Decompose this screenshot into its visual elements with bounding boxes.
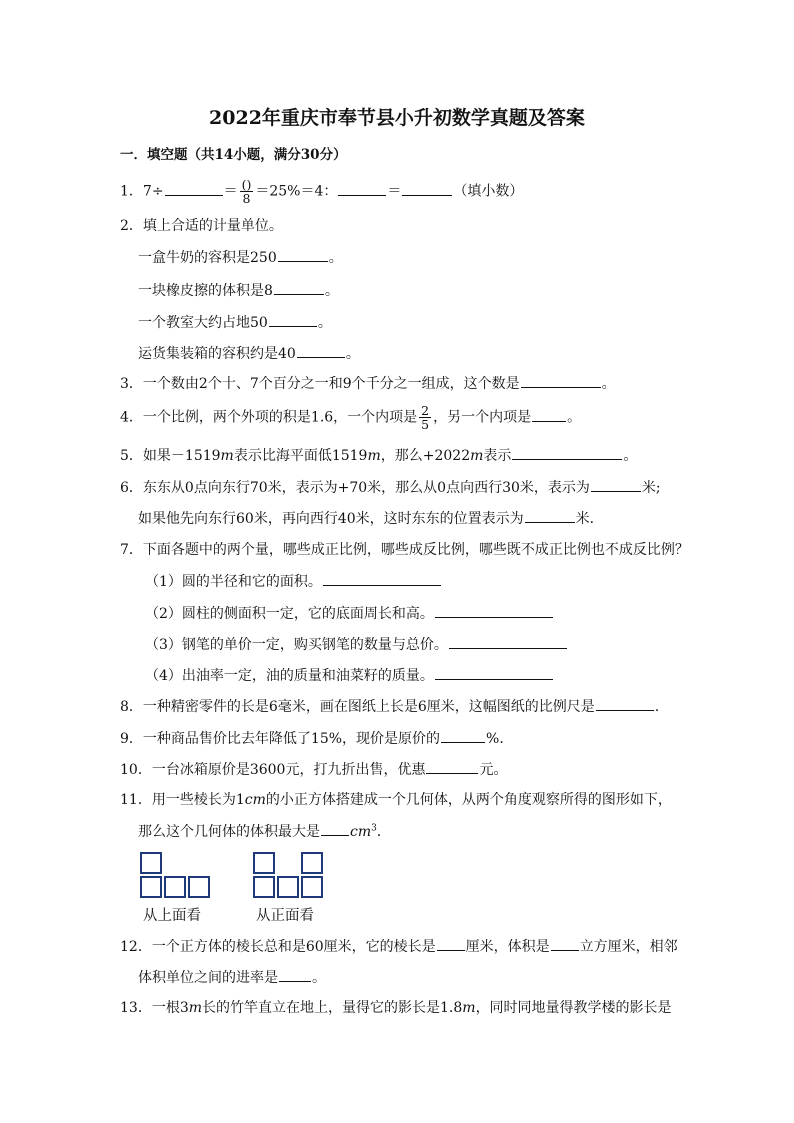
fraction-numerator: () (241, 177, 252, 192)
q12-text-a: 12．一个正方体的棱长总和是60厘米，它的棱长是 (120, 939, 436, 955)
fraction (240, 178, 254, 205)
question-5 (120, 446, 637, 465)
question-9 (120, 729, 513, 748)
answer-blank[interactable] (323, 572, 441, 586)
q11-text-b: 的小正方体搭建成一个几何体，从两个角度观察所得的图形如下， (265, 792, 672, 808)
answer-blank[interactable] (591, 478, 641, 492)
fraction (419, 404, 431, 431)
q5-text-c: ，那么+2022 (380, 448, 471, 464)
answer-blank[interactable] (426, 760, 478, 774)
q10-end: 元。 (479, 762, 508, 778)
q2-line-text: 一个教室大约占地50 (138, 315, 268, 331)
q7-item-text: （3）钢笔的单价一定，购买钢笔的数量与总价。 (145, 637, 448, 653)
question-10 (120, 760, 507, 779)
q1-text-c: ＝25%＝4： (255, 183, 338, 200)
answer-blank[interactable] (532, 408, 566, 422)
answer-blank[interactable] (435, 666, 553, 680)
unit-m: m (220, 448, 234, 464)
answer-blank[interactable] (512, 446, 622, 460)
q6-a-end: 米; (641, 480, 661, 496)
answer-blank[interactable] (525, 509, 575, 523)
q1-number: 1． (120, 183, 143, 200)
q12-text-c: 立方厘米，相邻 (579, 939, 678, 955)
q1-text-d: ＝ (387, 183, 402, 200)
q5-text-a: 5．如果－1519 (120, 448, 221, 464)
question-2-line (138, 344, 360, 363)
fraction-denominator: 8 (242, 191, 251, 206)
question-12-line1 (120, 937, 678, 956)
q8-text: 8．一种精密零件的长是6毫米，画在图纸上长是6厘米，这幅图纸的比例尺是 (120, 699, 595, 715)
q10-text: 10．一台冰箱原价是3600元，打九折出售，优惠 (120, 762, 426, 778)
question-2-stem: 2．填上合适的计量单位。 (120, 218, 283, 234)
question-6-line1 (120, 478, 661, 497)
answer-blank[interactable] (297, 344, 345, 358)
question-7-item (145, 666, 554, 685)
question-7-stem: 7．下面各题中的两个量，哪些成正比例，哪些成反比例，哪些既不成正比例也不成反比例？ (120, 542, 689, 558)
q3-text: 3．一个数由2个十、7个百分之一和9个千分之一组成，这个数是 (120, 376, 520, 392)
q5-text-d: 表示 (483, 448, 512, 464)
front-view-caption: 从正面看 (256, 908, 314, 924)
question-8 (120, 697, 659, 716)
grid-cell (140, 852, 162, 874)
q12-end: 。 (312, 970, 326, 986)
q2-line-text: 一块橡皮擦的体积是8 (138, 283, 273, 299)
question-2-line (138, 313, 332, 332)
q9-text: 9．一种商品售价比去年降低了15%，现价是原价的 (120, 731, 441, 747)
answer-blank[interactable] (269, 313, 317, 327)
q12-text-b: 厘米，体积是 (465, 939, 550, 955)
answer-blank[interactable] (165, 182, 223, 196)
q3-end: 。 (601, 376, 616, 392)
answer-blank[interactable] (437, 937, 465, 951)
grid-cell (140, 876, 162, 898)
front-view-figure (253, 852, 329, 904)
q11-text-c: 那么这个几何体的体积最大是 (138, 824, 320, 840)
answer-blank[interactable] (278, 248, 328, 262)
q5-end: 。 (623, 448, 638, 464)
q7-item-text: （1）圆的半径和它的面积。 (145, 574, 322, 590)
answer-blank[interactable] (402, 182, 452, 196)
question-13 (120, 999, 672, 1017)
unit-exponent: 3 (371, 823, 377, 834)
unit-m: m (462, 1000, 476, 1016)
q1-text-e: （填小数） (453, 183, 524, 200)
q7-item-text: （2）圆柱的侧面积一定，它的底面周长和高。 (145, 606, 434, 622)
answer-blank[interactable] (279, 968, 311, 982)
q6-b-end: 米． (575, 511, 604, 527)
answer-blank[interactable] (321, 822, 349, 836)
q13-text-c: ，同时同地量得教学楼的影长是 (475, 1000, 672, 1016)
grid-cell (253, 852, 275, 874)
answer-blank[interactable] (441, 729, 485, 743)
q7-item-text: （4）出油率一定，油的质量和油菜籽的质量。 (145, 668, 434, 684)
q1-text-b: ＝ (223, 183, 238, 200)
q2-line-text: 一盒牛奶的容积是250 (138, 250, 277, 266)
unit-m: m (367, 448, 381, 464)
grid-cell (301, 876, 323, 898)
q4-text-a: 4．一个比例，两个外项的积是1.6，一个内项是 (120, 409, 418, 426)
q1-text-a: 7÷ (142, 183, 164, 200)
q4-end: 。 (567, 409, 582, 426)
grid-cell (164, 876, 186, 898)
top-view-figure (140, 852, 216, 904)
q11-end: ． (376, 824, 391, 840)
unit-cm: cm (350, 824, 372, 840)
grid-cell (188, 876, 210, 898)
question-1 (120, 178, 523, 205)
unit-m: m (470, 448, 484, 464)
question-11-line1 (120, 791, 672, 809)
fraction-denominator: 5 (421, 417, 430, 432)
question-12-line2 (138, 968, 326, 987)
q4-text-b: ，另一个内项是 (433, 409, 532, 426)
q9-end: %． (486, 731, 514, 747)
q5-text-b: 表示比海平面低1519 (233, 448, 368, 464)
grid-cell (253, 876, 275, 898)
q2-line-end: 。 (345, 346, 360, 362)
answer-blank[interactable] (521, 374, 601, 388)
q2-line-end: 。 (324, 283, 339, 299)
question-6-line2 (138, 509, 604, 528)
q8-end: . (654, 699, 660, 715)
grid-cell (301, 852, 323, 874)
question-2-line (138, 248, 343, 267)
question-11-line2 (138, 822, 391, 841)
q6-text-a: 6．东东从0点向东行70米，表示为+70米，那么从0点向西行30米，表示为 (120, 480, 590, 496)
question-7-item (145, 604, 554, 623)
q2-line-end: 。 (328, 250, 343, 266)
grid-cell (277, 876, 299, 898)
q13-text-b: 长的竹竿直立在地上，量得它的影长是1.8 (202, 1000, 463, 1016)
unit-cm: cm (244, 792, 266, 808)
q13-text-a: 13．一根3 (120, 1000, 189, 1016)
question-4 (120, 404, 581, 431)
q11-text-a: 11．用一些棱长为1 (120, 792, 245, 808)
unit-m: m (188, 1000, 203, 1016)
question-3 (120, 374, 616, 393)
question-2-line (138, 281, 339, 300)
answer-blank[interactable] (596, 697, 654, 711)
question-7-item (145, 635, 568, 654)
answer-blank[interactable] (449, 635, 567, 649)
q2-line-text: 运货集装箱的容积约是40 (138, 346, 296, 362)
page-title: 2022年重庆市奉节县小升初数学真题及答案 (209, 107, 585, 129)
fraction-numerator: 2 (421, 403, 430, 418)
section-heading: 一．填空题（共14小题，满分30分） (120, 147, 347, 163)
answer-blank[interactable] (551, 937, 579, 951)
answer-blank[interactable] (274, 281, 324, 295)
answer-blank[interactable] (338, 182, 386, 196)
q2-line-end: 。 (317, 315, 332, 331)
q6-text-b: 如果他先向东行60米，再向西行40米，这时东东的位置表示为 (138, 511, 524, 527)
question-7-item (145, 572, 442, 591)
top-view-caption: 从上面看 (143, 908, 201, 924)
answer-blank[interactable] (435, 604, 553, 618)
q12-text-d: 体积单位之间的进率是 (138, 970, 278, 986)
